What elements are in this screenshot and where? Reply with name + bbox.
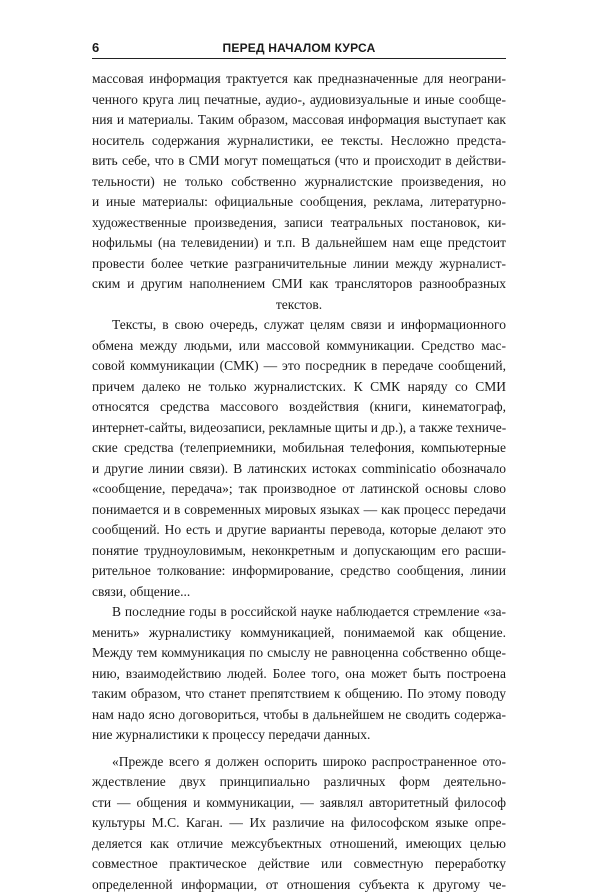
paragraph-2 — [92, 315, 506, 602]
text-line: интернет-сайты, видеозаписи, рекламные щиты и др.), а также техниче- — [92, 418, 506, 439]
text-line: связи, общение... — [92, 582, 506, 603]
text-line: ченного круга лиц печатные, аудио-, аудиовизуальные и иные сообще- — [92, 90, 506, 111]
text-line: совой коммуникации (СМК) — это посредник в передаче сообщений, — [92, 356, 506, 377]
text-line: нию, взаимодействию людей. Более того, она может быть построена — [92, 664, 506, 685]
text-line: понятие трудноуловимым, неконкретным и допускающим его расши- — [92, 541, 506, 562]
text-line: провести более четкие разграничительные линии между журналист- — [92, 254, 506, 275]
text-line: рительное толкование: информирование, средство сообщения, линии — [92, 561, 506, 582]
text-line: сообщений. Но есть и другие варианты перевода, которые делают это — [92, 520, 506, 541]
quote-line: ждествление двух принципиально различных форм деятельно- — [92, 772, 506, 793]
text-line: ским и другим наполнением СМИ как трансляторов разнообразных — [92, 274, 506, 295]
quote-line: совместное практическое действие или совместную переработку — [92, 854, 506, 875]
text-line: В последние годы в российской науке наблюдается стремление «за- — [92, 602, 506, 623]
quote-line: деляется как отличие межсубъектных отношений, имеющих целью — [92, 834, 506, 855]
text-line: ские средства (телеприемники, мобильная телефония, компьютерные — [92, 438, 506, 459]
page-header — [92, 40, 506, 59]
text-line: «сообщение, передача»; так производное от латинской основы слово — [92, 479, 506, 500]
page-number: 6 — [92, 40, 99, 55]
text-line: вить себе, что в СМИ могут помещаться (что и происходит в действи- — [92, 151, 506, 172]
paragraph-1 — [92, 69, 506, 315]
body-text — [92, 69, 506, 895]
text-line: художественные произведения, записи театральных постановок, ки- — [92, 213, 506, 234]
text-line: текстов. — [92, 295, 506, 316]
text-line: нофильмы (на телевидении) и т.п. В дальнейшем нам еще предстоит — [92, 233, 506, 254]
text-line: нам надо ясно договориться, чтобы в дальнейшем не сводить содержа- — [92, 705, 506, 726]
text-line: менить» журналистику коммуникацией, понимаемой как общение. — [92, 623, 506, 644]
text-line: ние журналистики к процессу передачи данных. — [92, 725, 506, 746]
quote-line: определенной информации, от отношения субъекта к другому че- — [92, 875, 506, 895]
text-line: Тексты, в свою очередь, служат целям связи и информационного — [92, 315, 506, 336]
text-line: Между тем коммуникация по смыслу не равноценна собственно обще- — [92, 643, 506, 664]
text-line: ния и материалы. Таким образом, массовая информация выступает как — [92, 110, 506, 131]
quote-line: культуры М.С. Каган. — Их различие на философском языке опре- — [92, 813, 506, 834]
text-line: носитель содержания журналистики, ее тексты. Несложно предста- — [92, 131, 506, 152]
text-line: и иные материалы: официальные сообщения, реклама, литературно- — [92, 192, 506, 213]
running-head: ПЕРЕД НАЧАЛОМ КУРСА — [92, 41, 506, 55]
text-line: и другие линии связи). В латинских истоках comminicatio обозначало — [92, 459, 506, 480]
text-line: массовая информация трактуется как предназначенные для неограни- — [92, 69, 506, 90]
quote-line: «Прежде всего я должен оспорить широко распространенное ото- — [92, 752, 506, 773]
text-line: причем далеко не только журналистских. К СМК наряду со СМИ — [92, 377, 506, 398]
text-line: относятся средства массового воздействия (книги, кинематограф, — [92, 397, 506, 418]
paragraph-3 — [92, 602, 506, 746]
text-line: обмена между людьми, или массовой коммуникации. Средство мас- — [92, 336, 506, 357]
quote-line: сти — общения и коммуникации, — заявлял авторитетный философ — [92, 793, 506, 814]
text-line: таким образом, что станет препятствием к общению. По этому поводу — [92, 684, 506, 705]
quote-block — [92, 752, 506, 895]
text-line: понимается и в современных мировых языках — как процесс передачи — [92, 500, 506, 521]
text-line: тельности) не только собственно журналистские произведения, но — [92, 172, 506, 193]
